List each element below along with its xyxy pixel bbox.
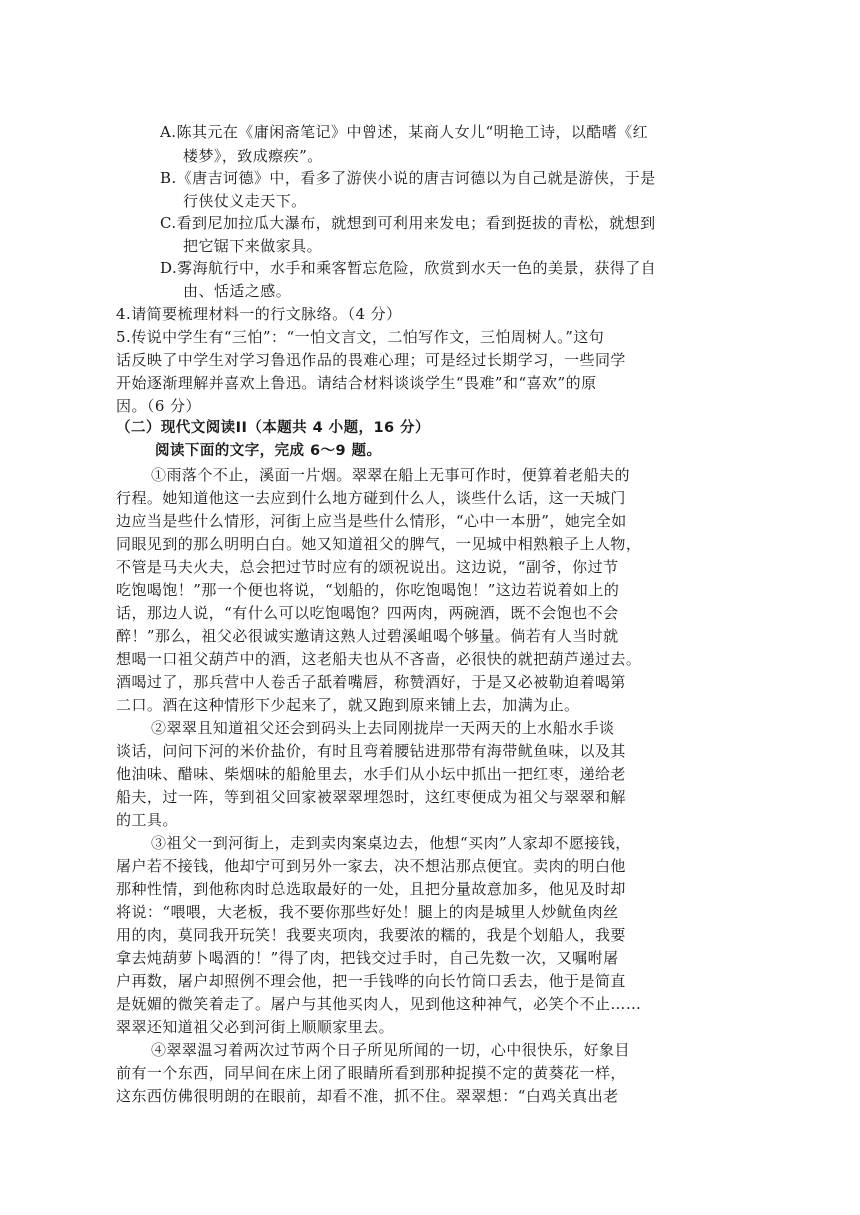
- paragraph-2-line-4: 船夫，过一阵，等到祖父回家被翠翠埋怨时，这红枣便成为祖父与翠翠和解: [116, 788, 626, 806]
- option-b-line-2: 行侠仗义走天下。: [183, 192, 307, 210]
- paragraph-4-line-1: ④翠翠温习着两次过节两个日子所见所闻的一切，心中很快乐，好象目: [151, 1041, 630, 1059]
- option-d-line-1: D.雾海航行中，水手和乘客暂忘危险，欣赏到水天一色的美景，获得了自: [160, 259, 657, 277]
- option-d-line-2: 由、恬适之感。: [183, 282, 292, 300]
- paragraph-3-line-1: ③祖父一到河街上，走到卖肉案桌边去，他想“买肉”人家却不愿接钱，: [151, 834, 631, 852]
- option-c-line-1: C.看到尼加拉瓜大瀑布，就想到可利用来发电；看到挺拔的青松，就想到: [160, 214, 656, 232]
- paragraph-1-line-3: 边应当是些什么情形，河街上应当是些什么情形，“心中一本册”，她完全如: [116, 512, 627, 530]
- question-5-line-1: 5.传说中学生有“三怕”：“一怕文言文，二怕写作文，三怕周树人。”这句: [116, 328, 605, 346]
- paragraph-1-line-8: 醉！”那么，祖父必很诚实邀请这熟人过碧溪岨喝个够量。倘若有人当时就: [116, 627, 619, 645]
- option-b-line-1: B.《唐吉诃德》中，看多了游侠小说的唐吉诃德以为自己就是游侠，于是: [160, 169, 656, 187]
- paragraph-3-line-8: 是妩媚的微笑着走了。屠户与其他买肉人，见到他这种神气，必笑个不止……: [116, 995, 642, 1013]
- paragraph-3-line-3: 那种性情，到他称肉时总选取最好的一处，且把分量故意加多，他见及时却: [116, 880, 626, 898]
- paragraph-3-line-2: 屠户若不接钱，他却宁可到另外一家去，决不想沾那点便宜。卖肉的明白他: [116, 857, 626, 875]
- option-c-line-2: 把它锯下来做家具。: [183, 237, 323, 255]
- option-a-line-2: 楼梦》，致成瘵疾”。: [183, 147, 323, 165]
- paragraph-4-line-3: 这东西仿佛很明朗的在眼前，却看不准，抓不住。翠翠想：“白鸡关真出老: [116, 1087, 619, 1105]
- paragraph-1-line-7: 话，那边人说，“有什么可以吃饱喝饱？四两肉，两碗酒，既不会饱也不会: [116, 604, 619, 622]
- paragraph-2-line-2: 谈话，问问下河的米价盐价，有时且弯着腰钻进那带有海带鱿鱼味，以及其: [116, 742, 626, 760]
- paragraph-3-line-4: 将说：“喂喂，大老板，我不要你那些好处！腿上的肉是城里人炒鱿鱼肉丝: [116, 903, 619, 921]
- paragraph-1-line-1: ①雨落个不止，溪面一片烟。翠翠在船上无事可作时，便算着老船夫的: [151, 466, 630, 484]
- paragraph-3-line-6: 拿去炖葫萝卜喝酒的！”得了肉，把钱交过手时，自己先数一次，又嘱咐屠: [116, 949, 619, 967]
- paragraph-1-line-10: 酒喝过了，那兵营中人卷舌子舐着嘴唇，称赞酒好，于是又必被勒迫着喝第: [116, 673, 626, 691]
- question-5-line-2: 话反映了中学生对学习鲁迅作品的畏难心理；可是经过长期学习，一些同学: [116, 351, 626, 369]
- paragraph-1-line-4: 同眼见到的那么明明白白。她又知道祖父的脾气，一见城中相熟粮子上人物，: [116, 535, 642, 553]
- option-a-line-1: A.陈其元在《庸闲斋笔记》中曾述，某商人女儿“明艳工诗，以酷嗜《红: [160, 123, 649, 141]
- paragraph-2-line-1: ②翠翠且知道祖父还会到码头上去同刚拢岸一天两天的上水船水手谈: [151, 719, 615, 737]
- instruction: 阅读下面的文字，完成 6～9 题。: [155, 443, 382, 459]
- paragraph-2-line-5: 的工具。: [116, 811, 178, 829]
- question-5-line-3: 开始逐渐理解并喜欢上鲁迅。请结合材料谈谈学生“畏难”和“喜欢”的原: [116, 374, 597, 392]
- paragraph-1-line-2: 行程。她知道他这一去应到什么地方碰到什么人，谈些什么话，这一天城门: [116, 489, 626, 507]
- paragraph-1-line-5: 不管是马夫火夫，总会把过节时应有的颂祝说出。这边说，“副爷，你过节: [116, 558, 619, 576]
- paragraph-1-line-11: 二口。酒在这种情形下少起来了，就又跑到原来铺上去，加满为止。: [116, 696, 580, 714]
- question-4: 4.请简要梳理材料一的行文脉络。（4 分）: [116, 305, 402, 323]
- paragraph-1-line-9: 想喝一口祖父葫芦中的酒，这老船夫也从不吝啬，必很快的就把葫芦递过去。: [116, 650, 642, 668]
- paragraph-2-line-3: 他油味、醋味、柴烟味的船舱里去，水手们从小坛中抓出一把红枣，递给老: [116, 765, 626, 783]
- paragraph-3-line-9: 翠翠还知道祖父必到河街上顺顺家里去。: [116, 1018, 395, 1036]
- paragraph-3-line-5: 用的肉，莫同我开玩笑！我要夹项肉，我要浓的糯的，我是个划船人，我要: [116, 926, 626, 944]
- paragraph-1-line-6: 吃饱喝饱！”那一个便也将说，“划船的，你吃饱喝饱！”这边若说着如上的: [116, 581, 620, 599]
- paragraph-4-line-2: 前有一个东西，同早间在床上闭了眼睛所看到那种捉摸不定的黄葵花一样，: [116, 1064, 626, 1082]
- question-5-line-4: 因。（6 分）: [116, 397, 201, 415]
- section-heading: （二）现代文阅读II（本题共 4 小题，16 分）: [116, 420, 430, 436]
- paragraph-3-line-7: 户再数，屠户却照例不理会他，把一手钱哗的向长竹筒口丢去，他于是简直: [116, 972, 626, 990]
